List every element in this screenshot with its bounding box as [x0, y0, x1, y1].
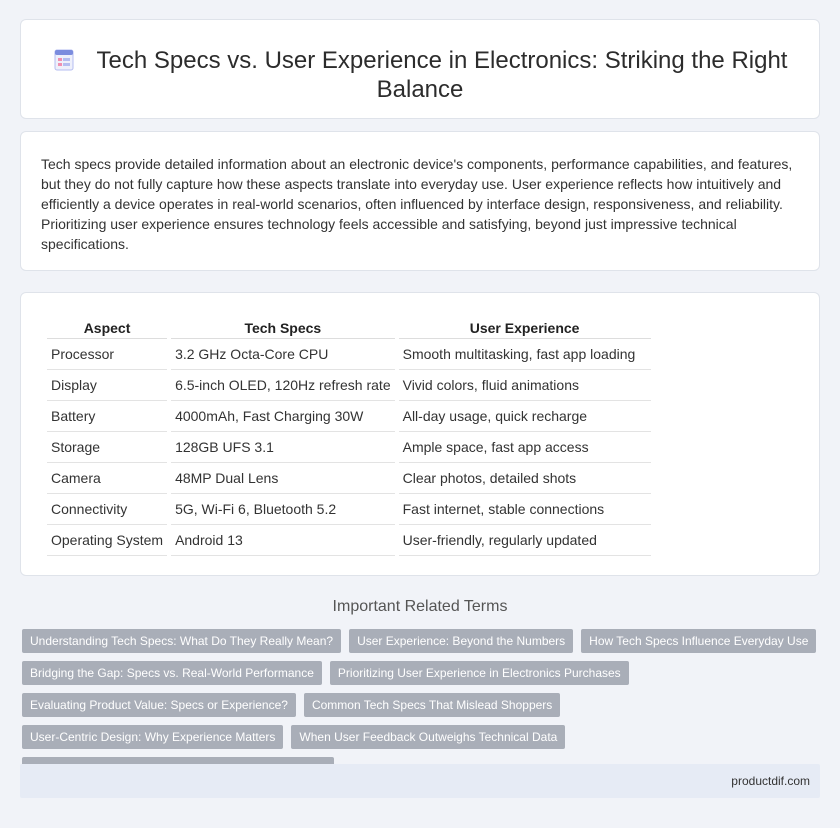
table-cell-tech-specs: 128GB UFS 3.1 — [171, 432, 395, 463]
related-term-link[interactable]: Bridging the Gap: Specs vs. Real-World Performance — [22, 661, 322, 685]
table-header-row — [47, 315, 651, 339]
column-header-user-experience: User Experience — [399, 315, 651, 339]
related-term-link[interactable]: When User Feedback Outweighs Technical Data — [291, 725, 565, 749]
table-cell-aspect: Storage — [47, 432, 167, 463]
table-row — [47, 463, 651, 494]
table-cell-user-experience: Fast internet, stable connections — [399, 494, 651, 525]
related-term-link[interactable]: Common Tech Specs That Mislead Shoppers — [304, 693, 560, 717]
table-cell-tech-specs: 48MP Dual Lens — [171, 463, 395, 494]
table-cell-aspect: Battery — [47, 401, 167, 432]
table-row — [47, 401, 651, 432]
related-term-link[interactable]: User-Centric Design: Why Experience Matters — [22, 725, 283, 749]
table-cell-user-experience: Smooth multitasking, fast app loading — [399, 339, 651, 370]
table-cell-user-experience: Clear photos, detailed shots — [399, 463, 651, 494]
header-card — [20, 19, 820, 119]
related-term-link[interactable]: Prioritizing User Experience in Electronics Purchases — [330, 661, 629, 685]
table-cell-user-experience: Ample space, fast app access — [399, 432, 651, 463]
table-cell-tech-specs: 5G, Wi-Fi 6, Bluetooth 5.2 — [171, 494, 395, 525]
intro-card — [20, 131, 820, 271]
table-cell-tech-specs: 6.5-inch OLED, 120Hz refresh rate — [171, 370, 395, 401]
related-term-link[interactable]: Understanding Tech Specs: What Do They Really Mean? — [22, 629, 341, 653]
table-cell-tech-specs: Android 13 — [171, 525, 395, 556]
related-terms-title: Important Related Terms — [332, 598, 508, 615]
table-row — [47, 525, 651, 556]
table-cell-user-experience: User-friendly, regularly updated — [399, 525, 651, 556]
table-row — [47, 370, 651, 401]
related-term-link[interactable]: User Experience: Beyond the Numbers — [349, 629, 573, 653]
table-cell-aspect: Camera — [47, 463, 167, 494]
table-cell-tech-specs: 3.2 GHz Octa-Core CPU — [171, 339, 395, 370]
footer-bar — [20, 764, 820, 798]
table-row — [47, 494, 651, 525]
intro-text: Tech specs provide detailed information about an electronic device's components, performance capabilities, and features, but they do not fully capture how these aspects translate into everyday use. User experience reflects how intuitively and efficiently a device operates in real-world scenarios, often influenced by interface design, responsiveness, and reliability. Prioritizing user experience ensures technology feels accessible and satisfying, beyond just impressive technical specifications. — [41, 156, 793, 252]
related-terms-list — [22, 629, 822, 781]
table-row — [47, 432, 651, 463]
table-cell-aspect: Processor — [47, 339, 167, 370]
column-header-tech-specs: Tech Specs — [171, 315, 395, 339]
table-cell-user-experience: Vivid colors, fluid animations — [399, 370, 651, 401]
table-row — [47, 339, 651, 370]
related-term-link[interactable]: Evaluating Product Value: Specs or Experience? — [22, 693, 296, 717]
table-cell-aspect: Connectivity — [47, 494, 167, 525]
table-cell-user-experience: All-day usage, quick recharge — [399, 401, 651, 432]
table-cell-tech-specs: 4000mAh, Fast Charging 30W — [171, 401, 395, 432]
table-cell-aspect: Display — [47, 370, 167, 401]
footer-site-link[interactable]: productdif.com — [731, 774, 810, 788]
spreadsheet-icon — [53, 49, 75, 71]
comparison-table — [43, 315, 655, 556]
page-title-wrap — [21, 46, 819, 104]
page-title: Tech Specs vs. User Experience in Electronics: Striking the Right Balance — [96, 47, 788, 103]
table-cell-aspect: Operating System — [47, 525, 167, 556]
column-header-aspect: Aspect — [47, 315, 167, 339]
comparison-card — [20, 292, 820, 576]
related-term-link[interactable]: How Tech Specs Influence Everyday Use — [581, 629, 816, 653]
